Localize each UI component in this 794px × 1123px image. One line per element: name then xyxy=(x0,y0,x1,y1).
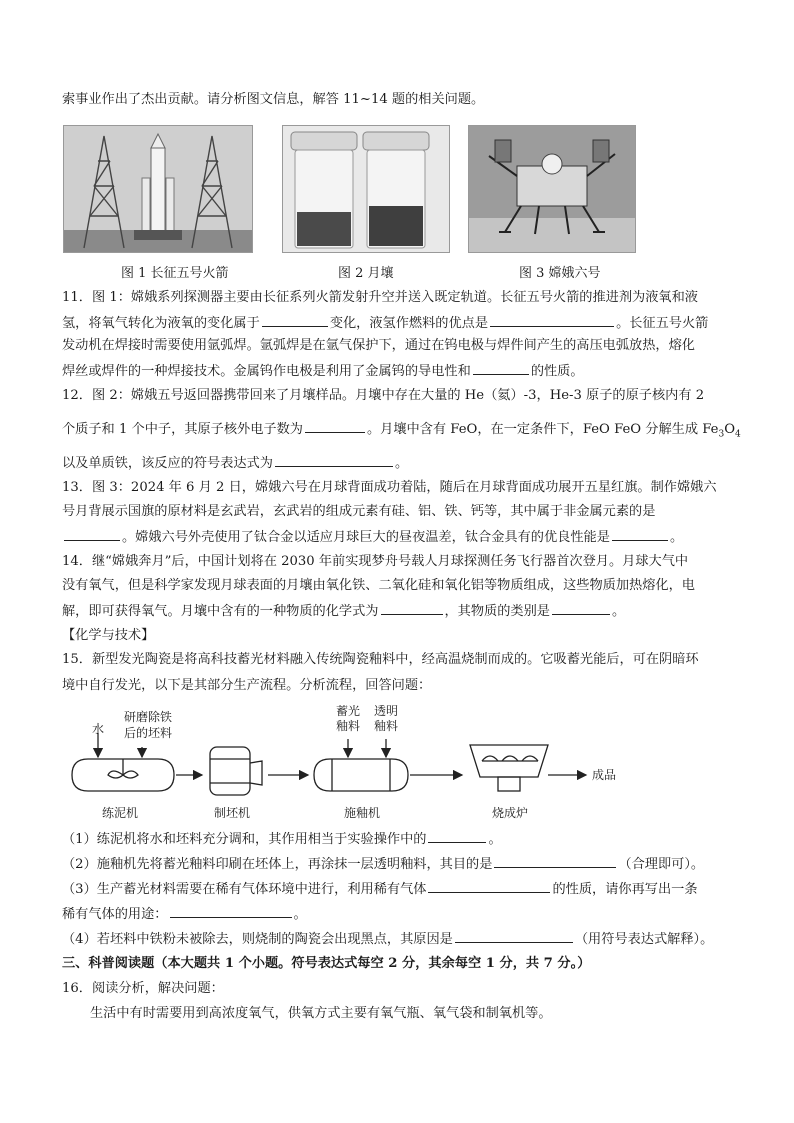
production-flow-diagram xyxy=(62,705,702,827)
flow-raw-label-1: 研磨除铁 xyxy=(124,710,173,724)
figure-2-caption: 图 2 月壤 xyxy=(338,266,394,281)
flow-raw-label-2: 后的坯料 xyxy=(124,726,173,740)
q13-blank-1[interactable] xyxy=(64,526,120,541)
q12-line-1: 12．图 2：嫦娥五号返回器携带回来了月壤样品。月壤中存在大量的 He（氦）-3，He-3 原子的原子核内有 2 xyxy=(62,388,705,403)
flow-glazing-label: 施釉机 xyxy=(344,806,381,820)
molding-machine-shape xyxy=(210,747,250,795)
q14-blank-2[interactable] xyxy=(552,600,610,615)
q11-blank-3[interactable] xyxy=(473,360,529,375)
q13-line-1: 13．图 3：2024 年 6 月 2 日，嫦娥六号在月球背面成功着陆，随后在月球背面成功展开五星红旗。制作嫦娥六 xyxy=(62,480,717,495)
q15-blank-2[interactable] xyxy=(494,853,616,868)
flow-product-label: 成品 xyxy=(592,768,617,782)
q14-line-1: 14．继“嫦娥奔月”后，中国计划将在 2030 年前实现梦舟号载人月球探测任务飞行器首次登月。月球大气中 xyxy=(62,554,689,569)
section-3-heading: 三、科普阅读题（本大题共 1 个小题。符号表达式每空 2 分，其余每空 1 分，共 7 分。） xyxy=(62,956,591,971)
flow-glaze2-label-b: 釉料 xyxy=(374,719,399,733)
flow-kiln-label: 烧成炉 xyxy=(492,806,529,820)
q16-line-2: 生活中有时需要用到高浓度氧气，供氧方式主要有氧气瓶、氧气袋和制氧机等。 xyxy=(90,1006,552,1021)
q15-blank-5[interactable] xyxy=(455,928,573,943)
q11-line-4: 焊丝或焊件的一种焊接技术。金属钨作电极是利用了金属钨的导电性和 的性质。 xyxy=(62,360,584,382)
q13-line-3: 。嫦娥六号外壳使用了钛合金以适应月球巨大的昼夜温差，钛合金具有的优良性能是 。 xyxy=(62,526,683,548)
q15-part-3: （3）生产蓄光材料需要在稀有气体环境中进行，利用稀有气体 的性质，请你再写出一条 xyxy=(62,878,698,900)
q14-blank-1[interactable] xyxy=(381,600,443,615)
figure-1-caption: 图 1 长征五号火箭 xyxy=(121,266,229,281)
flow-glaze1-label-a: 蓄光 xyxy=(336,705,361,718)
chang-e-6-photo xyxy=(468,125,636,253)
q15-line-2: 境中自行发光，以下是其部分生产流程。分析流程，回答问题： xyxy=(62,678,432,693)
rocket-photo xyxy=(63,125,253,253)
q11-blank-2[interactable] xyxy=(490,312,614,327)
flow-molding-label: 制坯机 xyxy=(214,806,251,820)
q12-line-3: 以及单质铁，该反应的符号表达式为 。 xyxy=(62,452,408,474)
q12-line-2: 个质子和 1 个中子，其原子核外电子数为 。月壤中含有 FeO，在一定条件下，FeO FeO 分解生成 $Fe_3O_4$ xyxy=(62,418,741,445)
flow-water-label: 水 xyxy=(92,722,105,736)
lunar-soil-photo xyxy=(282,125,450,253)
figure-3-caption: 图 3 嫦娥六号 xyxy=(519,266,601,281)
q15-blank-4[interactable] xyxy=(170,903,292,918)
q12-blank-1[interactable] xyxy=(305,418,365,433)
q14-line-2: 没有氧气，但是科学家发现月球表面的月壤由氧化铁、二氧化硅和氧化铝等物质组成，这些物质加热熔化，电 xyxy=(62,578,695,593)
q15-part-2: （2）施釉机先将蓄光釉料印刷在坯体上，再涂抹一层透明釉料，其目的是 （合理即可）。 xyxy=(62,853,704,875)
flow-mixer-label: 练泥机 xyxy=(102,806,139,820)
q15-part-4: （4）若坯料中铁粉未被除去，则烧制的陶瓷会出现黑点，其原因是 （用符号表达式解释）。 xyxy=(62,928,713,950)
q15-blank-1[interactable] xyxy=(428,828,486,843)
q11-blank-1[interactable] xyxy=(262,312,328,327)
intro-text: 索事业作出了杰出贡献。请分析图文信息，解答 11~14 题的相关问题。 xyxy=(62,92,485,107)
q13-line-2: 号月背展示国旗的原材料是玄武岩，玄武岩的组成元素有硅、铝、铁、钙等，其中属于非金属元素的是 xyxy=(62,504,656,519)
glazing-machine-shape xyxy=(314,759,408,791)
q11-line-3: 发动机在焊接时需要使用氩弧焊。氩弧焊是在氩气保护下，通过在钨电极与焊件间产生的高压电弧放热，熔化 xyxy=(62,338,695,353)
q15-blank-3[interactable] xyxy=(428,878,550,893)
q16-line-1: 16．阅读分析，解决问题： xyxy=(62,981,224,996)
q11-line-2: 氢，将氧气转化为液氧的变化属于 变化，液氢作燃料的优点是 。长征五号火箭 xyxy=(62,312,708,334)
q12-blank-2[interactable] xyxy=(275,452,393,467)
q15-part-1: （1）练泥机将水和坯料充分调和，其作用相当于实验操作中的 。 xyxy=(62,828,502,850)
q13-blank-2[interactable] xyxy=(612,526,668,541)
q15-line-1: 15．新型发光陶瓷是将高科技蓄光材料融入传统陶瓷釉料中，经高温烧制而成的。它吸蓄光能后，可在阴暗环 xyxy=(62,652,699,667)
flow-glaze1-label-b: 釉料 xyxy=(336,719,361,733)
q14-line-3: 解，即可获得氧气。月壤中含有的一种物质的化学式为 ，其物质的类别是 。 xyxy=(62,600,625,622)
q11-line-1: 11．图 1：嫦娥系列探测器主要由长征系列火箭发射升空并送入既定轨道。长征五号火箭的推进剂为液氧和液 xyxy=(62,290,698,305)
section-chem-tech: 【化学与技术】 xyxy=(62,628,155,643)
q15-part-3-cont: 稀有气体的用途： 。 xyxy=(62,903,307,925)
flow-glaze2-label-a: 透明 xyxy=(374,705,399,718)
